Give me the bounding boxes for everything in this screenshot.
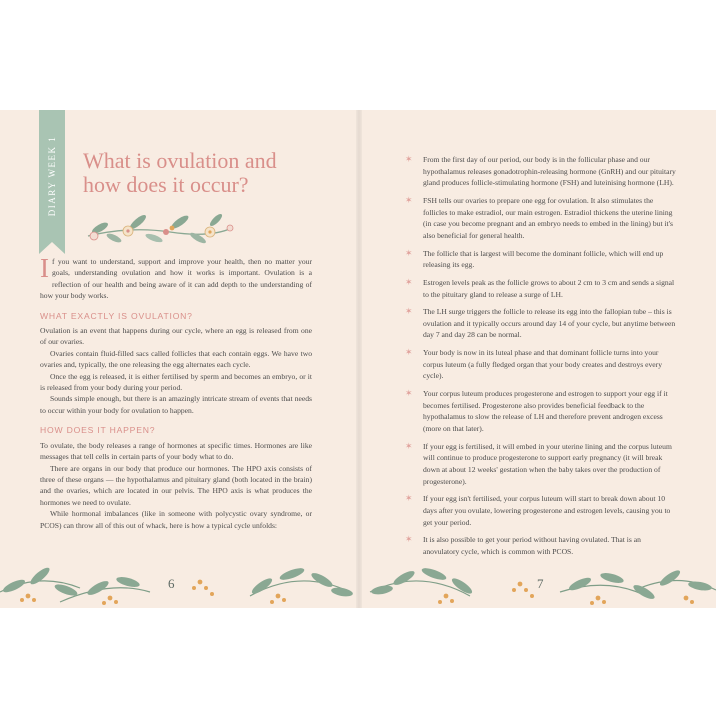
star-icon: ✶	[405, 534, 413, 545]
list-item: ✶ It is also possible to get your period without having ovulated. That is an anovulatory cycle, which is common with PCOS.	[405, 534, 641, 556]
page-number-right: 7	[537, 576, 544, 591]
title-line-1: What is ovulation and	[83, 148, 277, 173]
paragraph: To ovulate, the body releases a range of hormones at specific times. Hormones are like messages that tell cells in certain parts of your body what to do.	[40, 440, 312, 462]
list-item: ✶ Your corpus luteum produces progesterone and estrogen to support your egg if it becomes fertilised. Progesterone also provides beneficial feedback to the hypothalamus to slow the release of LH and therefore prevent androgen excess (more on that later).	[405, 388, 668, 433]
star-icon: ✶	[405, 347, 413, 358]
section-heading-what-is-ovulation: WHAT EXACTLY IS OVULATION?	[40, 310, 193, 321]
star-icon: ✶	[405, 154, 413, 164]
floral-border-illustration	[0, 562, 716, 608]
paragraph: Ovulation is an event that happens during our cycle, where an egg is released from one of our ovaries.	[40, 326, 312, 347]
drop-cap: I	[40, 253, 49, 283]
list-item: ✶ The follicle that is largest will become the dominant follicle, which will end up releasing its egg.	[405, 247, 664, 270]
section-heading-how-does-it-happen: HOW DOES IT HAPPEN?	[40, 425, 156, 436]
star-icon: ✶	[405, 440, 413, 451]
book-gutter	[356, 110, 362, 608]
paragraph: Sounds simple enough, but there is an amazingly intricate stream of events that needs to occur within your body for ovulation to happen.	[40, 394, 312, 415]
intro-text: f you want to understand, support and improve your health, then no matter your goals, understanding ovulation and how it works is important. Ovulation is a reflection of our health and being aware of it can add depth to the understanding of how your body works.	[40, 257, 312, 301]
tab-label: DIARY WEEK 1	[47, 135, 57, 217]
paragraph: Once the egg is released, it is either fertilised by sperm and becomes an embryo, or it is released from your body during your period.	[40, 371, 312, 393]
star-icon: ✶	[405, 388, 413, 399]
list-item: ✶ From the first day of our period, our body is in the follicular phase and our hypothalamus releases gonadotrophin-releasing hormone (GnRH) and our pituitary gland produces follicle-stimulating hormone (FSH) and luteinising hormone (LH).	[405, 154, 676, 188]
star-icon: ✶	[405, 306, 413, 317]
list-item: ✶ The LH surge triggers the follicle to release its egg into the fallopian tube – this is ovulation and it typically occurs around day 14 of your cycle, but anytime between day 7 and day 28 can be normal.	[405, 306, 676, 340]
floral-divider-illustration	[80, 208, 240, 248]
page-number-left: 6	[168, 576, 175, 591]
list-item: ✶ If your egg isn't fertilised, your corpus luteum will start to break down about 10 days after you ovulate, lowering progesterone and estrogen levels, causing you to get your period.	[405, 493, 671, 527]
cycle-steps-list	[405, 154, 677, 564]
list-item: ✶ If your egg is fertilised, it will embed in your uterine lining and the corpus luteum will continue to produce progesterone to support early pregnancy (it will break down at about 12 weeks' gestation when the baby takes over the production of progesterone).	[405, 440, 672, 486]
paragraph: Ovaries contain fluid-filled sacs called follicles that each contain eggs. We have two ovaries and, typically, the one releasing the egg alternates each cycle.	[40, 348, 312, 370]
star-icon: ✶	[405, 276, 413, 287]
page-title	[83, 149, 323, 197]
list-item: ✶ Your body is now in its luteal phase and that dominant follicle turns into your corpus luteum (a fully fledged organ that your body creates and destroys every cycle).	[405, 347, 662, 381]
star-icon: ✶	[405, 194, 413, 205]
intro-paragraph	[40, 253, 312, 302]
paragraph: There are organs in our body that produce our hormones. The HPO axis consists of three of these organs — the hypothalamus and pituitary gland (both located in the brain) and the ovaries, which are located in our pelvis. The HPO axis is what produces the hormones we need to ovulate.	[40, 463, 312, 507]
book-spread	[0, 110, 716, 608]
star-icon: ✶	[405, 493, 413, 504]
star-icon: ✶	[405, 247, 413, 258]
title-line-2: how does it occur?	[83, 172, 249, 197]
paragraph: While hormonal imbalances (like in someone with polycystic ovary syndrome, or PCOS) can throw all of this out of whack, here is how a typical cycle unfolds:	[40, 509, 312, 530]
left-body-text	[40, 253, 312, 531]
list-item: ✶ Estrogen levels peak as the follicle grows to about 2 cm to 3 cm and sends a signal to the pituitary gland to release a surge of LH.	[405, 276, 675, 299]
diary-week-tab	[39, 110, 65, 242]
list-item: ✶ FSH tells our ovaries to prepare one egg for ovulation. It also stimulates the follicles to make estradiol, our main estrogen. Estradiol thickens the uterine lining (in case you become pregnant and an embryo needs to embed in the lining) but it's also beneficial for general health.	[405, 194, 673, 240]
